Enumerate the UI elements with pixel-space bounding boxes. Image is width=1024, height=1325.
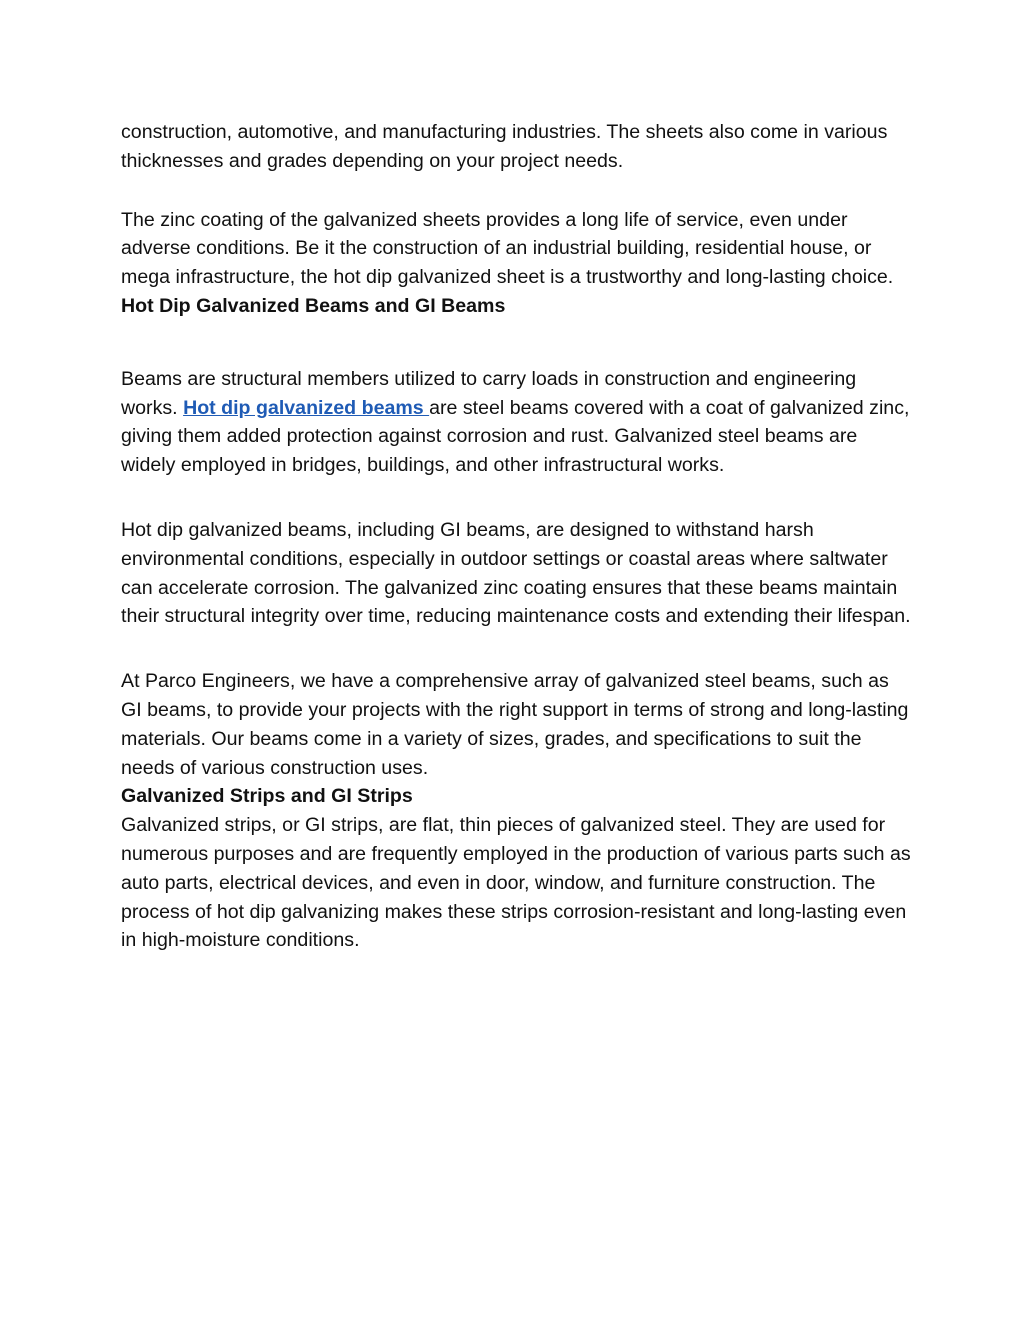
- beams-intro-text-cont: are steel beams covered with a coat of galvanized zinc, giving them added protection against corrosion and rust. Galvanized steel beams are widely employed in bridges, buildings, and other infrastructural works.: [121, 396, 910, 477]
- paragraph-beams-conditions: Hot dip galvanized beams, including GI beams, are designed to withstand harsh environmental conditions, especially in outdoor settings or coastal areas where saltwater can accelerate corrosion. The galvanized zinc coating ensures that these beams maintain their structural integrity over time, reducing maintenance costs and extending their lifespan.: [121, 518, 911, 628]
- paragraph-zinc-coating: The zinc coating of the galvanized sheets provides a long life of service, even under adverse conditions. Be it the construction of an industrial building, residential house, or mega infrastructure, the hot dip galvanized sheet is a trustworthy and long-lasting choice.: [121, 208, 894, 289]
- paragraph-parco-engineers: At Parco Engineers, we have a comprehensive array of galvanized steel beams, such as GI beams, to provide your projects with the right support in terms of strong and long-lasting materials. Our beams come in a variety of sizes, grades, and specifications to suit the needs of various construction uses.: [121, 670, 909, 779]
- beams-intro-text: Beams are structural members utilized to carry loads in construction and engineering works.: [121, 367, 857, 419]
- hot-dip-galvanized-beams-link[interactable]: Hot dip galvanized beams: [183, 396, 430, 419]
- paragraph-sheets-uses: construction, automotive, and manufacturing industries. The sheets also come in various thicknesses and grades depending on your project needs.: [121, 121, 888, 172]
- paragraph-beams-intro: [121, 365, 911, 480]
- heading-strips: Galvanized Strips and GI Strips: [121, 785, 413, 808]
- document-page: [121, 118, 911, 955]
- heading-beams: Hot Dip Galvanized Beams and GI Beams: [121, 294, 506, 317]
- paragraph-strips: Galvanized strips, or GI strips, are flat, thin pieces of galvanized steel. They are used for numerous purposes and are frequently employed in the production of various parts such as auto parts, electrical devices, and even in door, window, and furniture construction. The process of hot dip galvanizing makes these strips corrosion-resistant and long-lasting even in high-moisture conditions.: [121, 814, 911, 952]
